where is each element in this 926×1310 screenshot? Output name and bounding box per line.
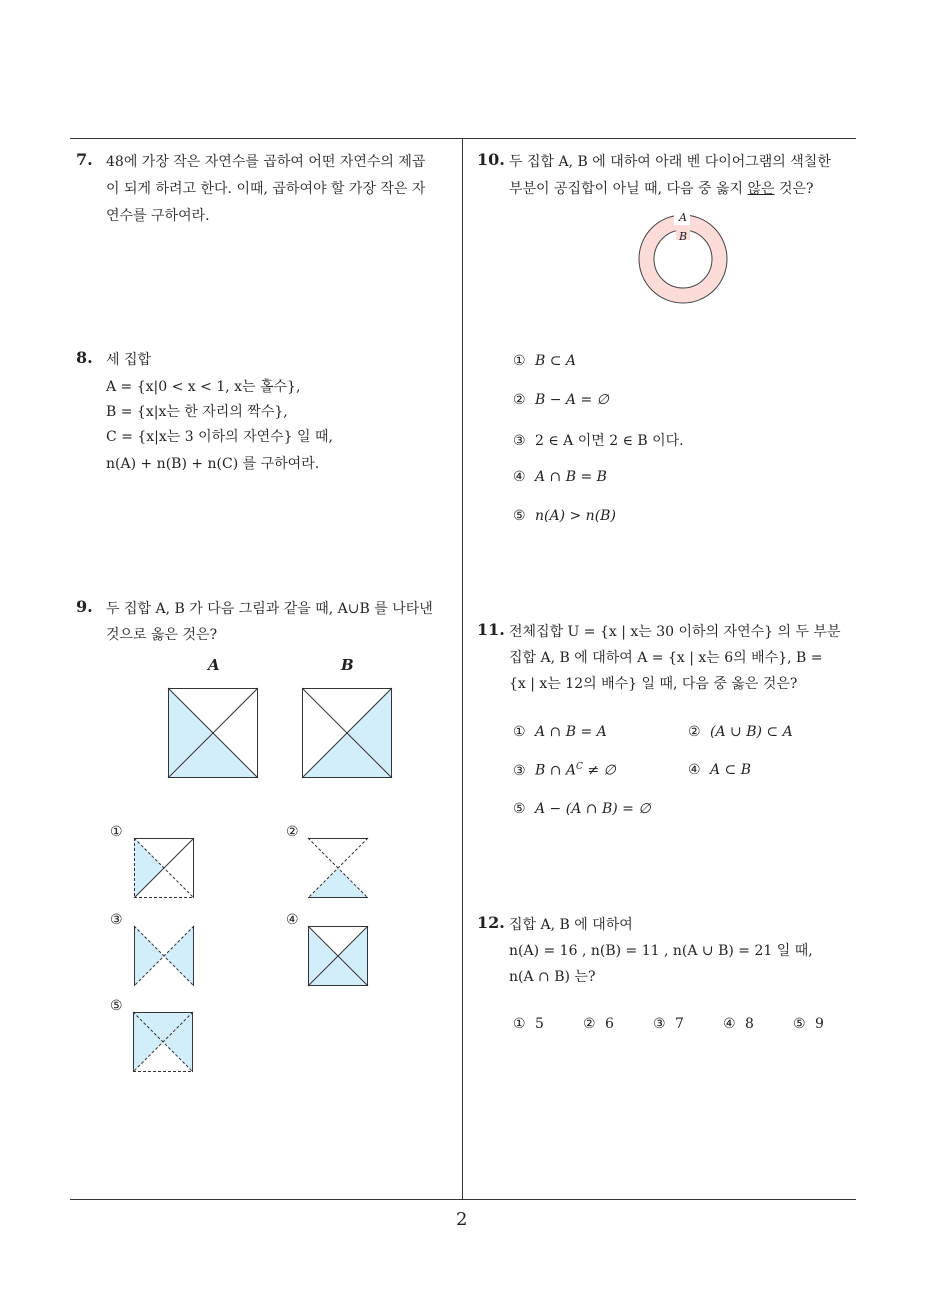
q9-number: 9. xyxy=(76,597,93,616)
q10-choice-mark: ⑤ xyxy=(513,508,526,524)
q7-line: 이 되게 하려고 한다. 이때, 곱하여야 할 가장 작은 자 xyxy=(106,181,426,197)
q7-line: 48에 가장 작은 자연수를 곱하여 어떤 자연수의 제곱 xyxy=(106,154,426,170)
q11-choice-mark: ⑤ xyxy=(513,801,526,817)
q10-line: 두 집합 A, B 에 대하여 아래 벤 다이어그램의 색칠한 xyxy=(509,154,831,170)
q11-choice-mark: ③ xyxy=(513,762,526,779)
q8-line: n(A) + n(B) + n(C) 를 구하여라. xyxy=(106,456,320,472)
q9-choice-2-mark[interactable]: ② xyxy=(286,824,299,840)
q10-choice-3[interactable] xyxy=(513,430,684,450)
q10-underlined-word: 않은 xyxy=(747,181,775,197)
q10-choice-mark: ③ xyxy=(513,433,526,449)
q9-choice-3-mark[interactable]: ③ xyxy=(110,912,123,928)
q11-choice-text: (A ∪ B) ⊂ A xyxy=(710,724,793,740)
q11-line: 집합 A, B 에 대하여 A = {x | x는 6의 배수}, B = xyxy=(509,650,823,666)
q12-choice-mark: ② xyxy=(583,1016,596,1032)
q10-line xyxy=(509,178,814,198)
q9-choice-2-figure[interactable] xyxy=(308,838,368,898)
q12-number: 12. xyxy=(477,913,505,932)
top-rule xyxy=(70,138,856,139)
q8-line: 세 집합 xyxy=(106,352,152,368)
q10-number: 10. xyxy=(477,150,505,169)
q10-line2-post: 것은? xyxy=(774,181,814,197)
q11-choice-text-post: ≠ ∅ xyxy=(582,762,616,779)
q12-choice-1[interactable] xyxy=(513,1016,544,1032)
q11-line: 전체집합 U = {x | x는 30 이하의 자연수} 의 두 부분 xyxy=(509,624,841,640)
q11-choice-5[interactable] xyxy=(513,801,651,817)
q12-line: 집합 A, B 에 대하여 xyxy=(509,917,633,933)
q10-choice-5[interactable] xyxy=(513,508,616,524)
q10-choice-text: B − A = ∅ xyxy=(535,392,609,408)
q9-line: 것으로 옳은 것은? xyxy=(106,627,218,643)
column-divider xyxy=(462,138,463,1200)
q10-choice-mark: ④ xyxy=(513,469,526,485)
q10-choice-text: 2 ∈ A 이면 2 ∈ B 이다. xyxy=(535,433,684,449)
q10-choice-4[interactable] xyxy=(513,469,607,485)
q12-choice-4[interactable] xyxy=(723,1016,754,1032)
q10-choice-text: n(A) > n(B) xyxy=(535,508,616,524)
q7-number: 7. xyxy=(76,150,93,169)
q9-label-b: B xyxy=(341,656,354,674)
q10-venn-label-b: B xyxy=(679,230,688,243)
q11-line: {x | x는 12의 배수} 일 때, 다음 중 옳은 것은? xyxy=(509,676,798,692)
q8-number: 8. xyxy=(76,348,93,367)
q11-choice-text: A ⊂ B xyxy=(710,762,752,778)
q11-choice-mark: ④ xyxy=(688,762,701,778)
q10-choice-mark: ② xyxy=(513,392,526,408)
q11-number: 11. xyxy=(477,620,505,639)
q10-choice-1[interactable] xyxy=(513,353,576,369)
q9-choice-1-figure[interactable] xyxy=(134,838,194,898)
q10-line2-pre: 부분이 공집합이 아닐 때, 다음 중 옳지 xyxy=(509,181,748,197)
q12-choice-mark: ① xyxy=(513,1016,526,1032)
q12-choice-text: 7 xyxy=(675,1016,684,1032)
q10-venn-diagram xyxy=(638,214,728,304)
q11-choice-text: A ∩ B = A xyxy=(535,724,607,740)
page-number: 2 xyxy=(456,1209,468,1230)
q9-line: 두 집합 A, B 가 다음 그림과 같을 때, A∪B 를 나타낸 xyxy=(106,601,433,617)
q11-choice-mark: ② xyxy=(688,724,701,740)
q8-line: A = {x|0 < x < 1, x는 홀수}, xyxy=(106,379,301,395)
q10-choice-text: B ⊂ A xyxy=(535,353,577,369)
q11-choice-2[interactable] xyxy=(688,724,793,740)
q9-choice-5-figure[interactable] xyxy=(133,1012,193,1072)
q9-figure-b xyxy=(302,688,392,778)
q9-choice-3-figure[interactable] xyxy=(134,926,194,986)
q9-choice-1-mark[interactable]: ① xyxy=(110,824,123,840)
q12-line: n(A) = 16 , n(B) = 11 , n(A ∪ B) = 21 일 때, xyxy=(509,943,813,959)
q7-line: 연수를 구하여라. xyxy=(106,208,210,224)
q9-choice-5-mark[interactable]: ⑤ xyxy=(110,998,123,1014)
q11-choice-mark: ① xyxy=(513,724,526,740)
q10-choice-text: A ∩ B = B xyxy=(535,469,607,485)
q12-choice-5[interactable] xyxy=(793,1016,824,1032)
q11-choice-text: A − (A ∩ B) = ∅ xyxy=(535,801,651,817)
bottom-rule xyxy=(70,1199,856,1200)
q9-choice-4-mark[interactable]: ④ xyxy=(286,912,299,928)
q9-choice-4-figure[interactable] xyxy=(308,926,368,986)
q12-choice-2[interactable] xyxy=(583,1016,614,1032)
q12-choice-mark: ⑤ xyxy=(793,1016,806,1032)
q12-choice-mark: ④ xyxy=(723,1016,736,1032)
q9-figure-a xyxy=(168,688,258,778)
q12-choice-mark: ③ xyxy=(653,1016,666,1032)
q11-choice-text: B ∩ A xyxy=(535,762,577,779)
q12-line: n(A ∩ B) 는? xyxy=(509,969,596,985)
q10-choice-mark: ① xyxy=(513,353,526,369)
q8-line: C = {x|x는 3 이하의 자연수} 일 때, xyxy=(106,429,333,445)
q10-choice-2[interactable] xyxy=(513,392,609,408)
q9-label-a: A xyxy=(208,656,220,674)
q12-choice-text: 8 xyxy=(745,1016,754,1032)
q11-choice-1[interactable] xyxy=(513,724,607,740)
q11-choice-4[interactable] xyxy=(688,762,751,778)
q12-choice-text: 6 xyxy=(605,1016,614,1032)
q11-choice-3[interactable] xyxy=(513,762,616,779)
q12-choice-text: 5 xyxy=(535,1016,544,1032)
q8-line: B = {x|x는 한 자리의 짝수}, xyxy=(106,404,288,420)
q12-choice-3[interactable] xyxy=(653,1016,684,1032)
q12-choice-text: 9 xyxy=(815,1016,824,1032)
q10-venn-label-a: A xyxy=(679,211,687,224)
q11-choice-superscript: C xyxy=(576,762,583,772)
